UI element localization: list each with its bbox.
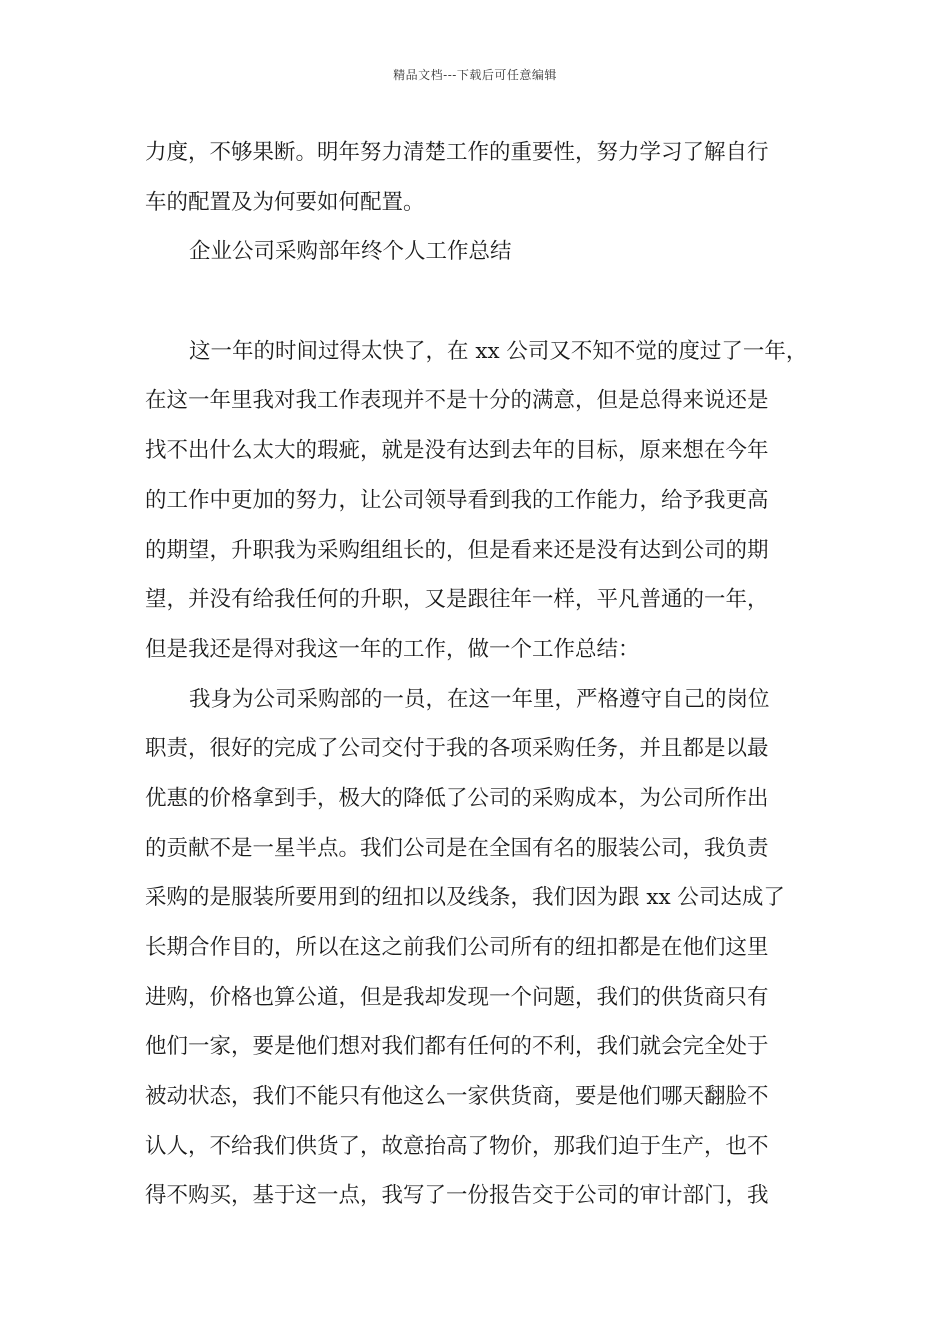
text-line: 但是我还是得对我这一年的工作，做一个工作总结：: [145, 636, 640, 662]
text-line: 长期合作目的，所以在这之前我们公司所有的纽扣都是在他们这里: [145, 935, 769, 960]
section-title: 企业公司采购部年终个人工作总结: [189, 239, 512, 265]
text-line: 进购，价格也算公道，但是我却发现一个问题，我们的供货商只有: [145, 984, 769, 1010]
text-line: 认人，不给我们供货了，故意抬高了物价，那我们迫于生产，也不: [145, 1133, 769, 1159]
text-line: 的贡献不是一星半点。我们公司是在全国有名的服装公司，我负责: [145, 835, 769, 861]
text-line: 优惠的价格拿到手，极大的降低了公司的采购成本，为公司所作出: [145, 785, 769, 811]
text-line: 望，并没有给我任何的升职，又是跟往年一样，平凡普通的一年，: [145, 587, 769, 613]
text-line: 车的配置及为何要如何配置。: [145, 189, 425, 215]
text-line: 力度，不够果断。明年努力清楚工作的重要性，努力学习了解自行: [145, 140, 769, 165]
text-line: 得不购买，基于这一点，我写了一份报告交于公司的审计部门，我: [145, 1183, 769, 1209]
text-line: 被动状态，我们不能只有他这么一家供货商，要是他们哪天翻脸不: [145, 1084, 769, 1110]
text-line: 他们一家，要是他们想对我们都有任何的不利，我们就会完全处于: [145, 1034, 769, 1060]
text-line: 职责，很好的完成了公司交付于我的各项采购任务，并且都是以最: [145, 736, 769, 762]
text-line: 的期望，升职我为采购组组长的，但是看来还是没有达到公司的期: [145, 537, 769, 563]
text-line: 采购的是服装所要用到的纽扣以及线条，我们因为跟 xx 公司达成了: [145, 885, 785, 911]
text-line: 我身为公司采购部的一员，在这一年里，严格遵守自己的岗位: [189, 686, 770, 712]
text-line: 找不出什么太大的瑕疵，就是没有达到去年的目标，原来想在今年: [145, 438, 769, 464]
text-line: 在这一年里我对我工作表现并不是十分的满意，但是总得来说还是: [145, 388, 769, 414]
page-header: 精品文档---下载后可任意编辑: [393, 68, 557, 82]
text-line: 的工作中更加的努力，让公司领导看到我的工作能力，给予我更高: [145, 487, 769, 513]
blank-line: [145, 277, 807, 327]
text-line: 这一年的时间过得太快了，在 xx 公司又不知不觉的度过了一年，: [189, 338, 808, 364]
document-body: [145, 128, 807, 1221]
